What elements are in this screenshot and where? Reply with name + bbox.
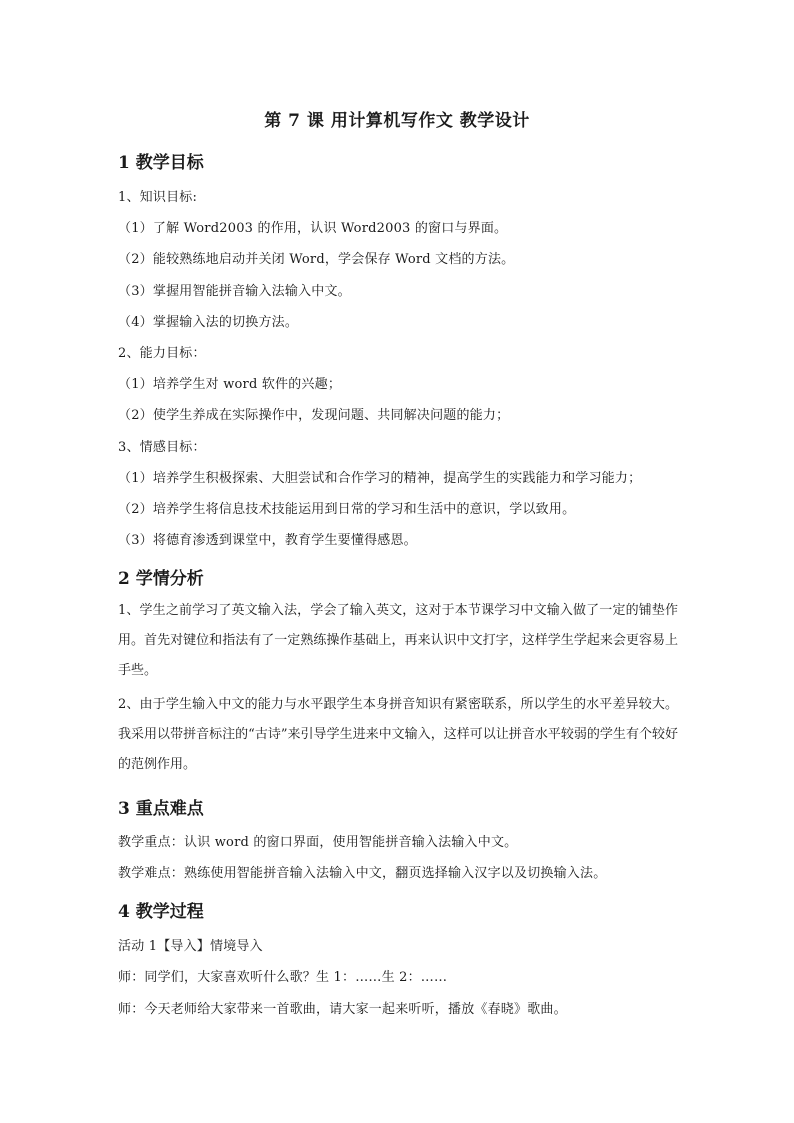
knowledge-item: （3）掌握用智能拼音输入法输入中文。 (118, 284, 351, 299)
emotion-item: （2）培养学生将信息技术技能运用到日常的学习和生活中的意识，学以致用。 (118, 502, 576, 517)
emotion-item: （1）培养学生积极探索、大胆尝试和合作学习的精神，提高学生的实践能力和学习能力； (118, 471, 642, 486)
dialogue-line: 师：同学们，大家喜欢听什么歌？生 1：……生 2：…… (118, 970, 448, 985)
knowledge-goals-label: 1、知识目标: (118, 190, 198, 205)
analysis-paragraph: 1、学生之前学习了英文输入法，学会了输入英文，这对于本节课学习中文输入做了一定的铺垫作用。首先对键位和指法有了一定熟练操作基础上，再来认识中文打字，这样学生学起来会更容易上手些。 (118, 603, 678, 678)
knowledge-item: （1）了解 Word2003 的作用，认识 Word2003 的窗口与界面。 (118, 221, 508, 236)
emotion-item: （3）将德育渗透到课堂中，教育学生要懂得感恩。 (118, 533, 417, 548)
document-title: 第 7 课 用计算机写作文 教学设计 (264, 111, 530, 131)
section-heading-process: 4 教学过程 (118, 902, 204, 922)
section-heading-objectives: 1 教学目标 (118, 153, 204, 173)
ability-goals-label: 2、能力目标： (118, 346, 206, 361)
activity-label: 活动 1【导入】情境导入 (118, 939, 263, 954)
ability-item: （2）使学生养成在实际操作中，发现问题、共同解决问题的能力； (118, 408, 510, 423)
emotion-goals-label: 3、情感目标： (118, 440, 206, 455)
dialogue-line: 师：今天老师给大家带来一首歌曲，请大家一起来听听，播放《春晓》歌曲。 (118, 1002, 567, 1017)
section-heading-analysis: 2 学情分析 (118, 569, 204, 589)
key-point-text: 教学重点：认识 word 的窗口界面，使用智能拼音输入法输入中文。 (118, 835, 518, 850)
knowledge-item: （4）掌握输入法的切换方法。 (118, 315, 299, 330)
difficulty-text: 教学难点：熟练使用智能拼音输入法输入中文，翻页选择输入汉字以及切换输入法。 (118, 866, 607, 881)
analysis-paragraph: 2、由于学生输入中文的能力与水平跟学生本身拼音知识有紧密联系，所以学生的水平差异较大。我采用以带拼音标注的“古诗”来引导学生进来中文输入，这样可以让拼音水平较弱的学生有个较好的范例作用。 (118, 697, 678, 772)
ability-item: （1）培养学生对 word 软件的兴趣； (118, 377, 342, 392)
section-heading-key-points: 3 重点难点 (118, 799, 204, 819)
knowledge-item: （2）能较熟练地启动并关闭 Word，学会保存 Word 文档的方法。 (118, 252, 515, 267)
